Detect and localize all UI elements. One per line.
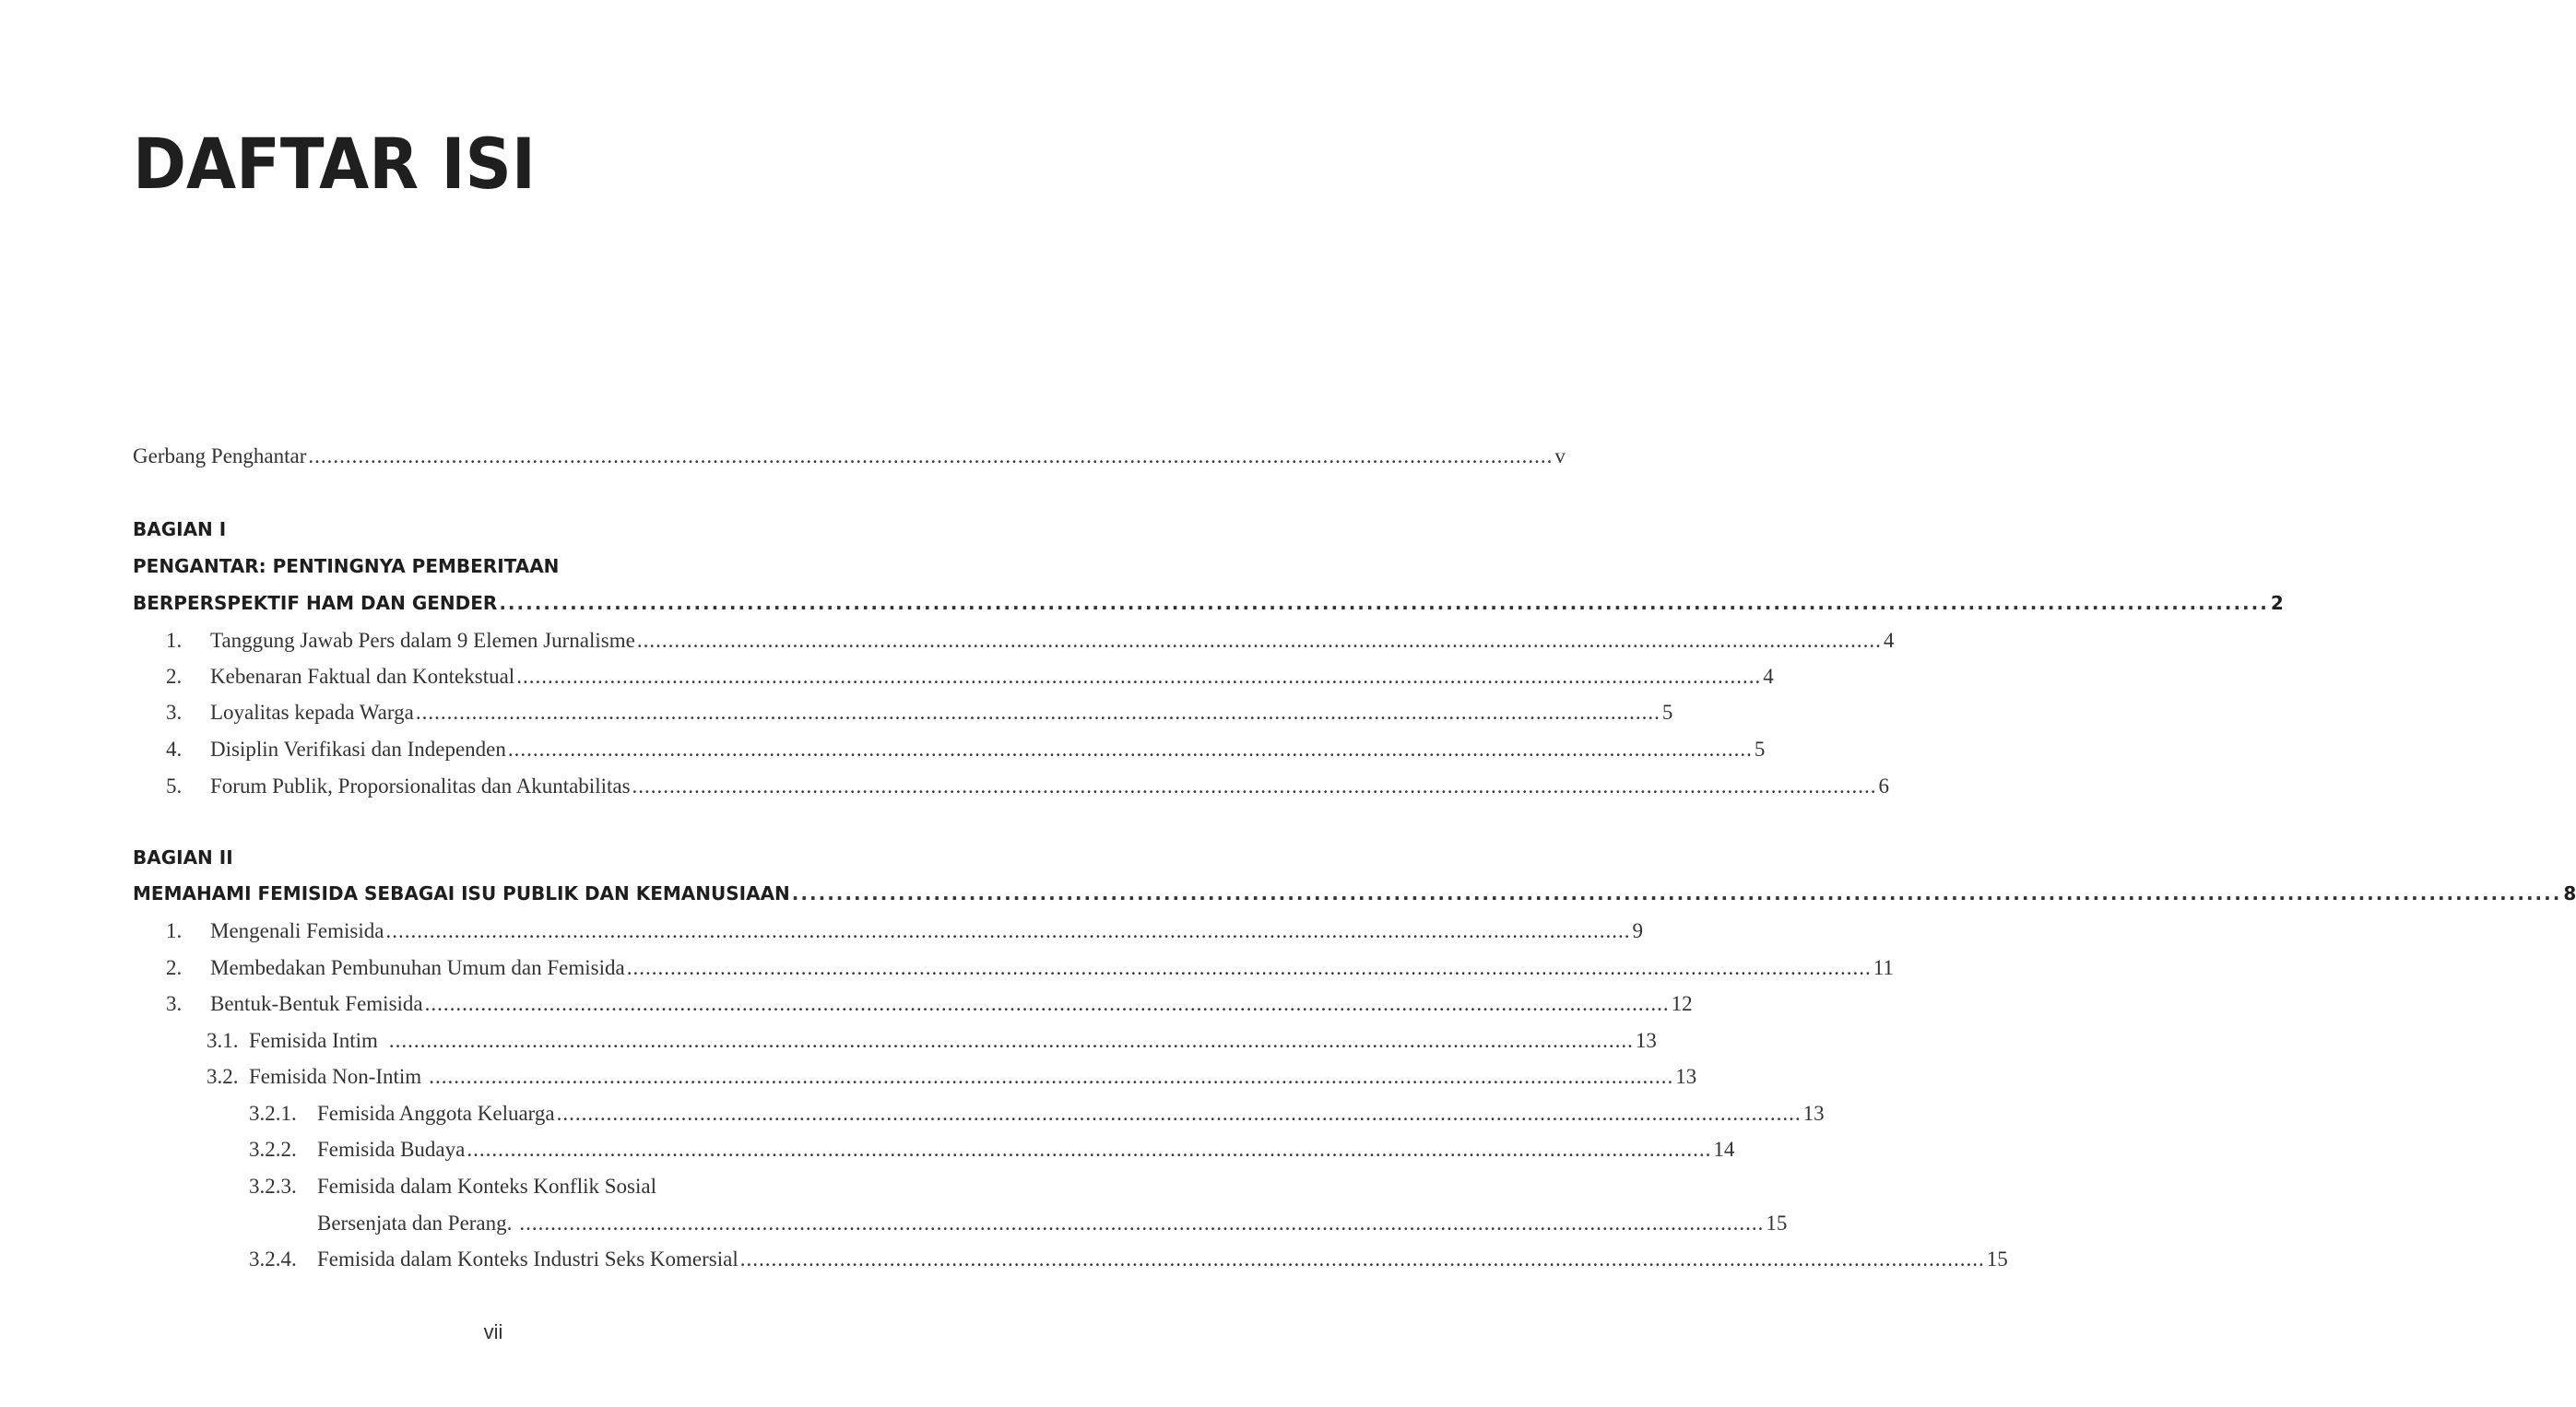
toc-subsubentry[interactable]: [249, 1175, 817, 1206]
toc-entry-page: 13: [1635, 1029, 1657, 1052]
toc-entry-number: 3.2.1.: [249, 1102, 297, 1125]
toc-entry-intro[interactable]: [133, 444, 1566, 476]
leader-dots: ........................................................................................................................................................................................................: [636, 629, 1882, 652]
leader-dots: ........................................................................................................................................................................................................: [507, 738, 1753, 761]
toc-entry-page: 13: [1802, 1102, 1825, 1125]
toc-entry-label: Femisida dalam Konteks Konflik Sosial: [317, 1175, 656, 1198]
toc-entry-page: 4: [1763, 665, 1774, 688]
toc-entry-number: 3.1.: [207, 1029, 239, 1052]
toc-entry-number: 3.2.2.: [249, 1138, 297, 1161]
part-title-line: [133, 555, 808, 586]
toc-subsubentry[interactable]: [249, 1247, 2008, 1279]
leader-dots: ........................................................................................................................................................................................................: [556, 1102, 1802, 1125]
toc-entry-page: 14: [1713, 1138, 1735, 1161]
toc-entry-page: 5: [1754, 738, 1766, 761]
toc-entry-number: 3.2.: [207, 1065, 239, 1088]
toc-entry-label: Kebenaran Faktual dan Kontekstual: [210, 665, 515, 688]
toc-entry-number: 3.2.3.: [249, 1175, 297, 1198]
toc-entry-label: Gerbang Penghantar: [133, 444, 307, 467]
part-title-label: PENGANTAR: PENTINGNYA PEMBERITAAN: [133, 555, 560, 577]
toc-entry-page: v: [1554, 444, 1566, 467]
toc-entry[interactable]: [166, 919, 1643, 951]
toc-entry-label: Tanggung Jawab Pers dalam 9 Elemen Jurnalisme: [210, 629, 635, 652]
leader-dots: ........................................................................................................................................................................................................: [519, 1212, 1765, 1235]
toc-entry-label: Femisida Intim: [249, 1029, 378, 1052]
toc-entry-label: Femisida Anggota Keluarga: [317, 1102, 555, 1125]
toc-entry-page: 8: [2563, 882, 2576, 904]
toc-entry-page: 2: [2270, 592, 2284, 614]
page-number: vii: [483, 1320, 503, 1343]
toc-entry-number: 3.: [166, 701, 183, 724]
leader-dots: ........................................................................................................................................................................................................: [467, 1138, 1712, 1161]
leader-dots: ........................................................................................................................................................................................................: [424, 992, 1670, 1015]
toc-entry-page: 15: [1986, 1247, 2008, 1271]
toc-entry-page: 9: [1632, 919, 1643, 942]
part-title-label: BERPERSPEKTIF HAM DAN GENDER: [133, 592, 498, 614]
toc-entry[interactable]: [166, 701, 1673, 732]
toc-subentry[interactable]: [207, 1029, 1657, 1060]
toc-entry-page: 13: [1675, 1065, 1697, 1088]
toc-entry-label: Forum Publik, Proporsionalitas dan Akuntabilitas: [210, 774, 631, 798]
leader-dots: ........................................................................................................................................................................................................: [415, 701, 1660, 724]
toc-entry[interactable]: [166, 774, 1890, 806]
toc-entry-label: Loyalitas kepada Warga: [210, 701, 414, 724]
part-heading: [133, 846, 808, 878]
toc-entry[interactable]: [166, 992, 1693, 1023]
toc-entry-part1[interactable]: [133, 592, 2284, 623]
leader-dots: ........................................................................................................................................................................................................: [499, 592, 2269, 614]
toc-subsubentry-continued[interactable]: [317, 1212, 1788, 1243]
toc-entry-number: 1.: [166, 919, 183, 942]
part-heading: [133, 518, 808, 550]
leader-dots: ........................................................................................................................................................................................................: [739, 1247, 1985, 1271]
toc-subsubentry[interactable]: [249, 1102, 1825, 1133]
toc-entry-label: Membedakan Pembunuhan Umum dan Femisida: [210, 956, 625, 979]
leader-dots: ........................................................................................................................................................................................................: [516, 665, 1762, 688]
leader-dots: ........................................................................................................................................................................................................: [308, 444, 1554, 467]
toc-entry-page: 5: [1661, 701, 1673, 724]
toc-entry-label: Femisida dalam Konteks Industri Seks Komersial: [317, 1247, 739, 1271]
part-title-label: MEMAHAMI FEMISIDA SEBAGAI ISU PUBLIK DAN KEMANUSIAAN: [133, 882, 790, 904]
toc-entry-part2[interactable]: [133, 882, 2576, 914]
part-heading-label: BAGIAN II: [133, 846, 233, 869]
leader-dots: ........................................................................................................................................................................................................: [388, 1029, 1634, 1052]
leader-dots: ........................................................................................................................................................................................................: [385, 919, 1631, 942]
toc-entry-page: 6: [1878, 774, 1890, 798]
leader-dots: ........................................................................................................................................................................................................: [626, 956, 1872, 979]
toc-entry-number: 2.: [166, 665, 183, 688]
toc-entry-label: Femisida Budaya: [317, 1138, 466, 1161]
toc-entry[interactable]: [166, 956, 1894, 987]
toc-entry-number: 3.: [166, 992, 183, 1015]
leader-dots: ........................................................................................................................................................................................................: [632, 774, 1877, 798]
toc-entry-page: 11: [1873, 956, 1894, 979]
toc-entry-page: 4: [1883, 629, 1895, 652]
toc-entry[interactable]: [166, 629, 1895, 660]
toc-entry-number: 3.2.4.: [249, 1247, 297, 1271]
toc-entry-label: Bersenjata dan Perang.: [317, 1212, 513, 1235]
toc-entry-label: Femisida Non-Intim: [249, 1065, 422, 1088]
toc-entry[interactable]: [166, 665, 1774, 696]
part-heading-label: BAGIAN I: [133, 518, 227, 540]
toc-entry-label: Mengenali Femisida: [210, 919, 384, 942]
toc-entry-number: 2.: [166, 956, 183, 979]
page-title: DAFTAR ISI: [133, 123, 536, 205]
toc-subentry[interactable]: [207, 1065, 1697, 1096]
toc-entry-page: 12: [1671, 992, 1693, 1015]
toc-entry-label: Disiplin Verifikasi dan Independen: [210, 738, 506, 761]
leader-dots: ........................................................................................................................................................................................................: [429, 1065, 1674, 1088]
leader-dots: ........................................................................................................................................................................................................: [791, 882, 2562, 904]
toc-entry-number: 5.: [166, 774, 183, 798]
toc-subsubentry[interactable]: [249, 1138, 1735, 1169]
toc-entry-page: 15: [1766, 1212, 1788, 1235]
toc-entry-number: 1.: [166, 629, 183, 652]
toc-entry-number: 4.: [166, 738, 183, 761]
toc-entry-label: Bentuk-Bentuk Femisida: [210, 992, 423, 1015]
toc-entry[interactable]: [166, 738, 1766, 769]
